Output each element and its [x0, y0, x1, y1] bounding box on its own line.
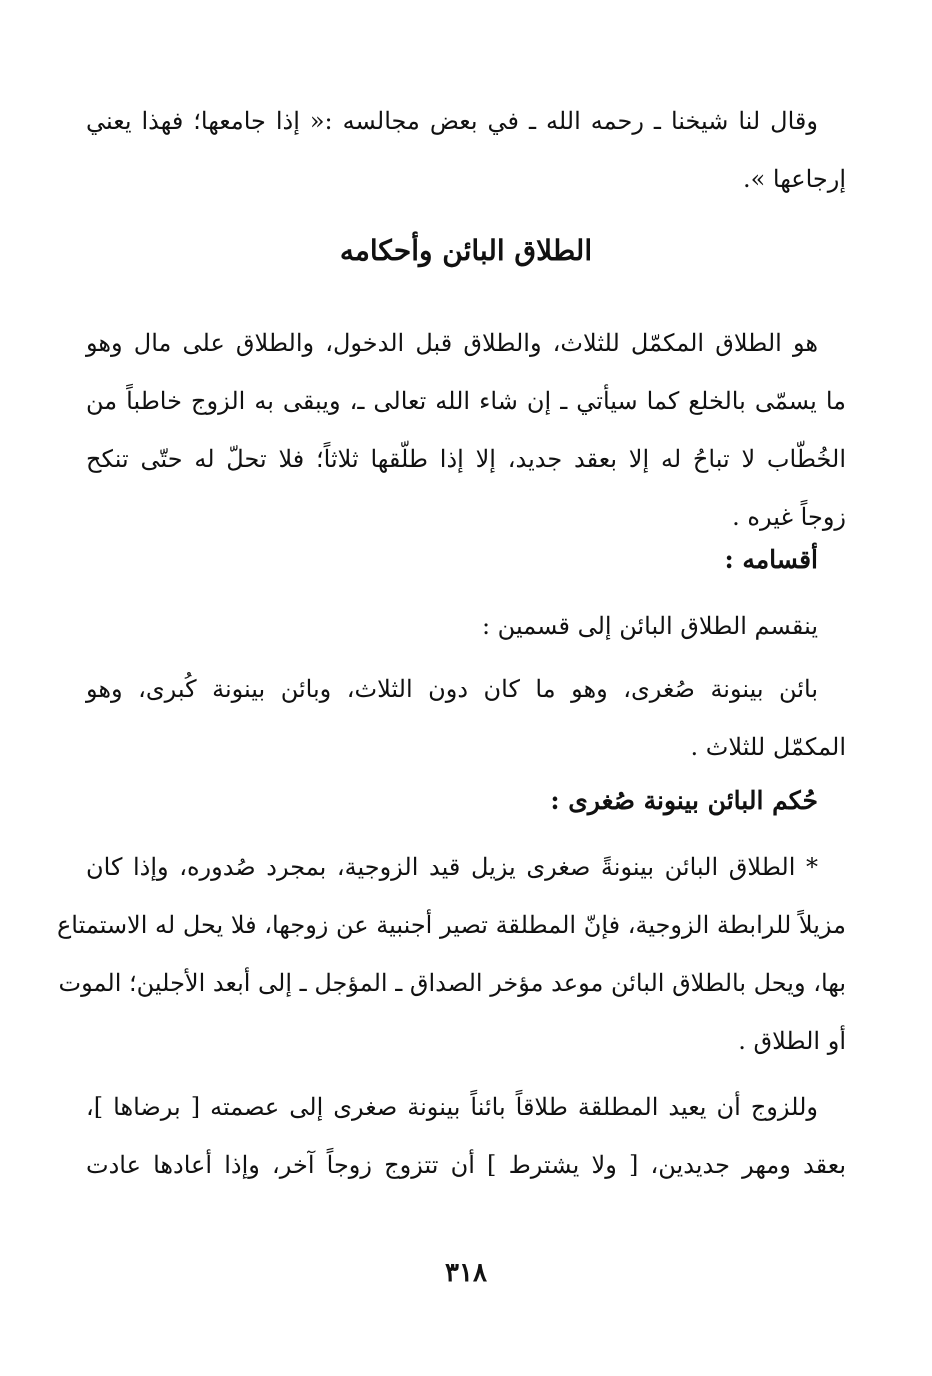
paragraph-line: بها، ويحل بالطلاق البائن موعد مؤخر الصداق ـ المؤجل ـ إلى أبعد الأجلين؛ الموت [58, 969, 846, 997]
minor-ruling-heading: حُكم البائن بينونة صُغرى : [550, 786, 818, 815]
paragraph-line: ما يسمّى بالخلع كما سيأتي ـ إن شاء الله تعالى ـ، ويبقى به الزوج خاطباً من [86, 387, 846, 415]
paragraph-line: * الطلاق البائن بينونةً صغرى يزيل قيد الزوجية، بمجرد صُدوره، وإذا كان [86, 853, 818, 881]
paragraph-line: هو الطلاق المكمّل للثلاث، والطلاق قبل الدخول، والطلاق على مال وهو [86, 329, 818, 357]
paragraph-line: زوجاً غيره . [732, 503, 846, 531]
section-title: الطلاق البائن وأحكامه [339, 234, 593, 267]
paragraph-line: مزيلاً للرابطة الزوجية، فإنّ المطلقة تصير أجنبية عن زوجها، فلا يحل له الاستمتاع [56, 911, 846, 939]
definition-paragraph [86, 314, 846, 546]
document-page [56, 0, 846, 1376]
page-number: ٣١٨ [445, 1258, 487, 1288]
paragraph-line: بائن بينونة صُغرى، وهو ما كان دون الثلاث، وبائن بينونة كُبرى، وهو [86, 675, 818, 703]
paragraph-line: إرجاعها ». [742, 165, 846, 193]
minor-ruling-paragraph [56, 838, 846, 1070]
intro-paragraph [86, 92, 846, 208]
paragraph-line: وللزوج أن يعيد المطلقة طلاقاً بائناً بينونة صغرى إلى عصمته [ برضاها ]، [86, 1093, 818, 1121]
divisions-paragraph [86, 660, 846, 776]
divisions-intro: ينقسم الطلاق البائن إلى قسمين : [481, 612, 818, 640]
paragraph-line: وقال لنا شيخنا ـ رحمه الله ـ في بعض مجالسه :« إذا جامعها؛ فهذا يعني [86, 107, 818, 135]
paragraph-line: المكمّل للثلاث . [690, 733, 846, 761]
paragraph-line: أو الطلاق . [738, 1027, 846, 1055]
paragraph-line: الخُطّاب لا تباحُ له إلا بعقد جديد، إلا إذا طلّقها ثلاثاً؛ فلا تحلّ له حتّى تنكح [86, 445, 846, 473]
paragraph-line: بعقد ومهر جديدين، [ ولا يشترط ] أن تتزوج زوجاً آخر، وإذا أعادها عادت [86, 1151, 846, 1179]
remarriage-paragraph [86, 1078, 846, 1194]
divisions-heading: أقسامه : [724, 545, 818, 574]
